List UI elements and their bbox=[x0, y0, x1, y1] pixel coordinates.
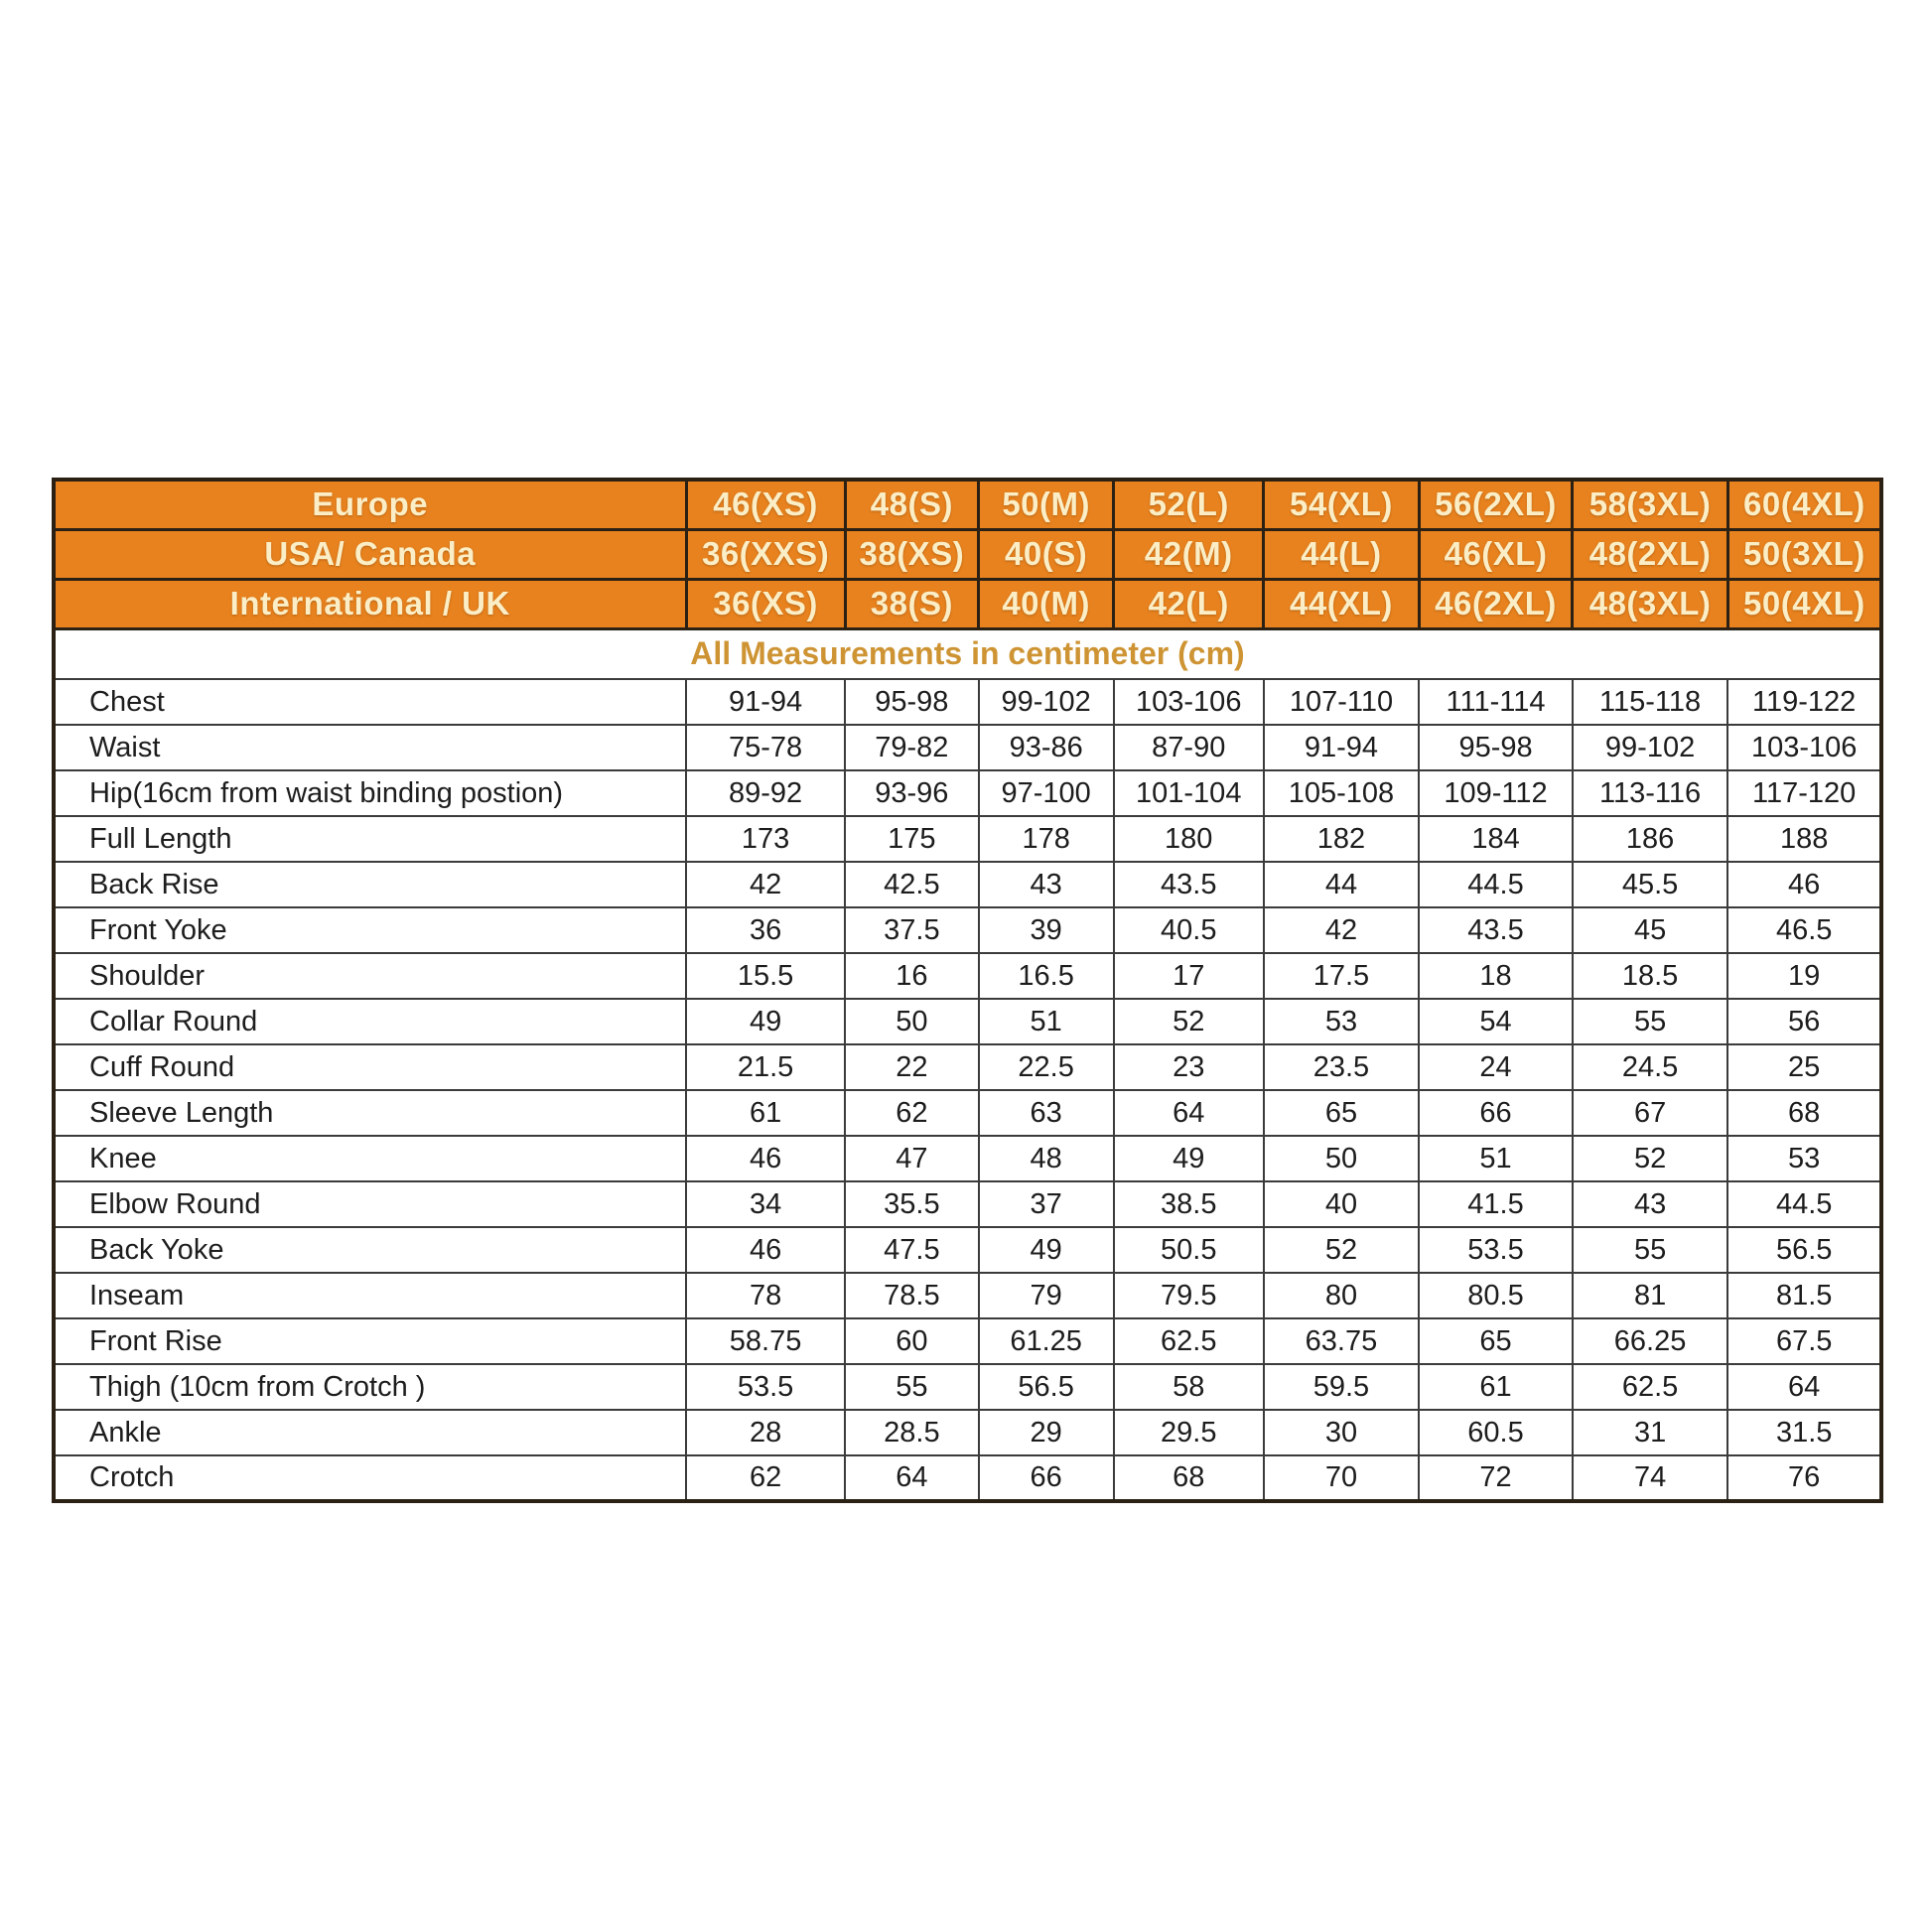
measurement-value: 79 bbox=[979, 1273, 1114, 1318]
measurement-value: 44.5 bbox=[1727, 1181, 1881, 1227]
measurement-value: 44.5 bbox=[1419, 862, 1573, 907]
measurement-value: 107-110 bbox=[1264, 679, 1419, 725]
measurement-label: Sleeve Length bbox=[54, 1090, 686, 1136]
measurement-value: 78 bbox=[686, 1273, 845, 1318]
measurement-value: 51 bbox=[979, 999, 1114, 1044]
measurement-value: 42 bbox=[1264, 907, 1419, 953]
size-chart-body bbox=[54, 679, 1881, 1501]
measurement-value: 37.5 bbox=[845, 907, 978, 953]
measurement-row bbox=[54, 1364, 1881, 1410]
measurement-value: 89-92 bbox=[686, 770, 845, 816]
region-label: International / UK bbox=[54, 579, 686, 628]
measurement-value: 188 bbox=[1727, 816, 1881, 862]
measurement-value: 113-116 bbox=[1573, 770, 1727, 816]
size-cell: 46(XS) bbox=[686, 480, 845, 529]
measurement-value: 60 bbox=[845, 1318, 978, 1364]
measurement-label: Front Yoke bbox=[54, 907, 686, 953]
measurement-value: 19 bbox=[1727, 953, 1881, 999]
measurement-value: 36 bbox=[686, 907, 845, 953]
measurement-row bbox=[54, 862, 1881, 907]
measurement-value: 16.5 bbox=[979, 953, 1114, 999]
measurement-label: Cuff Round bbox=[54, 1044, 686, 1090]
measurement-value: 53.5 bbox=[686, 1364, 845, 1410]
measurement-label: Waist bbox=[54, 725, 686, 770]
size-cell: 60(4XL) bbox=[1727, 480, 1881, 529]
measurement-value: 115-118 bbox=[1573, 679, 1727, 725]
size-cell: 50(M) bbox=[979, 480, 1114, 529]
measurement-row bbox=[54, 679, 1881, 725]
measurement-value: 101-104 bbox=[1114, 770, 1264, 816]
measurement-value: 43 bbox=[979, 862, 1114, 907]
measurement-value: 79.5 bbox=[1114, 1273, 1264, 1318]
measurement-value: 65 bbox=[1264, 1090, 1419, 1136]
measurement-value: 93-86 bbox=[979, 725, 1114, 770]
measurement-row bbox=[54, 1181, 1881, 1227]
measurement-value: 58 bbox=[1114, 1364, 1264, 1410]
measurement-value: 173 bbox=[686, 816, 845, 862]
size-cell: 48(S) bbox=[845, 480, 978, 529]
measurement-value: 46 bbox=[686, 1227, 845, 1273]
measurement-row bbox=[54, 1044, 1881, 1090]
measurement-value: 43.5 bbox=[1114, 862, 1264, 907]
measurement-value: 61 bbox=[1419, 1364, 1573, 1410]
measurement-row bbox=[54, 1455, 1881, 1501]
measurement-value: 59.5 bbox=[1264, 1364, 1419, 1410]
measurement-value: 93-96 bbox=[845, 770, 978, 816]
measurement-value: 70 bbox=[1264, 1455, 1419, 1501]
measurement-row bbox=[54, 999, 1881, 1044]
size-cell: 36(XXS) bbox=[686, 529, 845, 579]
measurement-value: 117-120 bbox=[1727, 770, 1881, 816]
measurement-value: 56 bbox=[1727, 999, 1881, 1044]
measurement-value: 28 bbox=[686, 1410, 845, 1455]
measurement-value: 99-102 bbox=[979, 679, 1114, 725]
measurement-value: 46.5 bbox=[1727, 907, 1881, 953]
measurement-value: 75-78 bbox=[686, 725, 845, 770]
measurement-label: Thigh (10cm from Crotch ) bbox=[54, 1364, 686, 1410]
measurement-row bbox=[54, 1136, 1881, 1181]
measurement-value: 21.5 bbox=[686, 1044, 845, 1090]
measurement-value: 18.5 bbox=[1573, 953, 1727, 999]
measurement-value: 51 bbox=[1419, 1136, 1573, 1181]
measurement-value: 56.5 bbox=[979, 1364, 1114, 1410]
size-cell: 44(L) bbox=[1264, 529, 1419, 579]
measurement-value: 62.5 bbox=[1573, 1364, 1727, 1410]
measurement-value: 62.5 bbox=[1114, 1318, 1264, 1364]
region-label: Europe bbox=[54, 480, 686, 529]
measurement-value: 175 bbox=[845, 816, 978, 862]
measurement-value: 79-82 bbox=[845, 725, 978, 770]
measurement-value: 95-98 bbox=[1419, 725, 1573, 770]
measurement-label: Inseam bbox=[54, 1273, 686, 1318]
measurement-value: 76 bbox=[1727, 1455, 1881, 1501]
size-cell: 38(XS) bbox=[845, 529, 978, 579]
measurement-value: 91-94 bbox=[686, 679, 845, 725]
size-cell: 50(4XL) bbox=[1727, 579, 1881, 628]
size-cell: 50(3XL) bbox=[1727, 529, 1881, 579]
measurement-label: Elbow Round bbox=[54, 1181, 686, 1227]
measurement-value: 15.5 bbox=[686, 953, 845, 999]
measurement-value: 95-98 bbox=[845, 679, 978, 725]
size-cell: 44(XL) bbox=[1264, 579, 1419, 628]
measurement-value: 55 bbox=[1573, 999, 1727, 1044]
region-label: USA/ Canada bbox=[54, 529, 686, 579]
size-cell: 48(3XL) bbox=[1573, 579, 1727, 628]
measurement-value: 97-100 bbox=[979, 770, 1114, 816]
size-header-row bbox=[54, 529, 1881, 579]
measurement-value: 31.5 bbox=[1727, 1410, 1881, 1455]
measurement-value: 80.5 bbox=[1419, 1273, 1573, 1318]
measurement-value: 87-90 bbox=[1114, 725, 1264, 770]
measurement-value: 42.5 bbox=[845, 862, 978, 907]
measurement-value: 67.5 bbox=[1727, 1318, 1881, 1364]
measurement-value: 111-114 bbox=[1419, 679, 1573, 725]
size-cell: 38(S) bbox=[845, 579, 978, 628]
measurement-value: 184 bbox=[1419, 816, 1573, 862]
measurement-value: 43.5 bbox=[1419, 907, 1573, 953]
measurement-value: 52 bbox=[1264, 1227, 1419, 1273]
measurement-row bbox=[54, 1410, 1881, 1455]
measurement-row bbox=[54, 1090, 1881, 1136]
measurement-value: 180 bbox=[1114, 816, 1264, 862]
measurement-label: Hip(16cm from waist binding postion) bbox=[54, 770, 686, 816]
size-chart-header bbox=[54, 480, 1881, 628]
measurement-value: 65 bbox=[1419, 1318, 1573, 1364]
measurement-value: 81 bbox=[1573, 1273, 1727, 1318]
measurement-value: 34 bbox=[686, 1181, 845, 1227]
measurement-value: 63 bbox=[979, 1090, 1114, 1136]
measurement-value: 48 bbox=[979, 1136, 1114, 1181]
measurement-label: Knee bbox=[54, 1136, 686, 1181]
measurement-value: 22 bbox=[845, 1044, 978, 1090]
measurement-value: 49 bbox=[1114, 1136, 1264, 1181]
measurement-value: 23.5 bbox=[1264, 1044, 1419, 1090]
measurement-value: 41.5 bbox=[1419, 1181, 1573, 1227]
measurement-value: 54 bbox=[1419, 999, 1573, 1044]
measurement-value: 182 bbox=[1264, 816, 1419, 862]
measurement-value: 53.5 bbox=[1419, 1227, 1573, 1273]
measurement-value: 45.5 bbox=[1573, 862, 1727, 907]
measurement-value: 53 bbox=[1264, 999, 1419, 1044]
measurement-value: 62 bbox=[686, 1455, 845, 1501]
measurement-value: 68 bbox=[1727, 1090, 1881, 1136]
measurement-value: 61.25 bbox=[979, 1318, 1114, 1364]
measurements-note-row bbox=[54, 628, 1881, 679]
measurement-value: 105-108 bbox=[1264, 770, 1419, 816]
measurement-value: 119-122 bbox=[1727, 679, 1881, 725]
measurement-value: 25 bbox=[1727, 1044, 1881, 1090]
measurement-value: 62 bbox=[845, 1090, 978, 1136]
size-cell: 42(L) bbox=[1114, 579, 1264, 628]
measurement-value: 66 bbox=[979, 1455, 1114, 1501]
measurement-row bbox=[54, 907, 1881, 953]
size-chart bbox=[52, 478, 1883, 1503]
size-chart-table bbox=[52, 478, 1883, 1503]
measurement-value: 35.5 bbox=[845, 1181, 978, 1227]
measurement-value: 55 bbox=[845, 1364, 978, 1410]
measurement-value: 99-102 bbox=[1573, 725, 1727, 770]
measurement-value: 81.5 bbox=[1727, 1273, 1881, 1318]
measurement-label: Front Rise bbox=[54, 1318, 686, 1364]
measurement-value: 103-106 bbox=[1114, 679, 1264, 725]
measurement-value: 66 bbox=[1419, 1090, 1573, 1136]
measurement-value: 45 bbox=[1573, 907, 1727, 953]
measurement-value: 29 bbox=[979, 1410, 1114, 1455]
measurement-value: 55 bbox=[1573, 1227, 1727, 1273]
measurement-value: 64 bbox=[1114, 1090, 1264, 1136]
measurement-value: 74 bbox=[1573, 1455, 1727, 1501]
measurement-value: 58.75 bbox=[686, 1318, 845, 1364]
measurement-value: 30 bbox=[1264, 1410, 1419, 1455]
measurement-label: Back Rise bbox=[54, 862, 686, 907]
measurement-value: 56.5 bbox=[1727, 1227, 1881, 1273]
measurement-row bbox=[54, 1273, 1881, 1318]
measurement-value: 49 bbox=[686, 999, 845, 1044]
measurement-value: 64 bbox=[1727, 1364, 1881, 1410]
measurement-value: 63.75 bbox=[1264, 1318, 1419, 1364]
size-cell: 52(L) bbox=[1114, 480, 1264, 529]
measurement-value: 50 bbox=[1264, 1136, 1419, 1181]
size-cell: 46(XL) bbox=[1419, 529, 1573, 579]
measurement-value: 91-94 bbox=[1264, 725, 1419, 770]
measurement-label: Full Length bbox=[54, 816, 686, 862]
measurement-value: 31 bbox=[1573, 1410, 1727, 1455]
measurement-value: 40.5 bbox=[1114, 907, 1264, 953]
measurement-value: 64 bbox=[845, 1455, 978, 1501]
measurements-note: All Measurements in centimeter (cm) bbox=[54, 628, 1881, 679]
measurement-value: 22.5 bbox=[979, 1044, 1114, 1090]
measurement-label: Back Yoke bbox=[54, 1227, 686, 1273]
measurement-value: 47 bbox=[845, 1136, 978, 1181]
measurement-value: 80 bbox=[1264, 1273, 1419, 1318]
size-cell: 54(XL) bbox=[1264, 480, 1419, 529]
measurement-value: 68 bbox=[1114, 1455, 1264, 1501]
size-cell: 40(S) bbox=[979, 529, 1114, 579]
measurement-row bbox=[54, 953, 1881, 999]
size-cell: 42(M) bbox=[1114, 529, 1264, 579]
measurement-value: 18 bbox=[1419, 953, 1573, 999]
measurement-row bbox=[54, 816, 1881, 862]
size-cell: 48(2XL) bbox=[1573, 529, 1727, 579]
size-cell: 36(XS) bbox=[686, 579, 845, 628]
measurement-value: 37 bbox=[979, 1181, 1114, 1227]
size-cell: 46(2XL) bbox=[1419, 579, 1573, 628]
measurement-value: 109-112 bbox=[1419, 770, 1573, 816]
measurement-label: Crotch bbox=[54, 1455, 686, 1501]
measurement-value: 52 bbox=[1114, 999, 1264, 1044]
measurement-value: 40 bbox=[1264, 1181, 1419, 1227]
measurement-value: 50.5 bbox=[1114, 1227, 1264, 1273]
measurement-value: 24.5 bbox=[1573, 1044, 1727, 1090]
measurement-value: 46 bbox=[1727, 862, 1881, 907]
measurement-value: 186 bbox=[1573, 816, 1727, 862]
measurement-value: 39 bbox=[979, 907, 1114, 953]
measurement-label: Collar Round bbox=[54, 999, 686, 1044]
measurement-value: 17.5 bbox=[1264, 953, 1419, 999]
measurement-value: 38.5 bbox=[1114, 1181, 1264, 1227]
measurement-row bbox=[54, 1318, 1881, 1364]
measurement-value: 103-106 bbox=[1727, 725, 1881, 770]
measurement-value: 42 bbox=[686, 862, 845, 907]
measurement-value: 16 bbox=[845, 953, 978, 999]
size-header-row bbox=[54, 579, 1881, 628]
measurement-value: 50 bbox=[845, 999, 978, 1044]
measurement-value: 23 bbox=[1114, 1044, 1264, 1090]
measurement-value: 67 bbox=[1573, 1090, 1727, 1136]
measurement-value: 43 bbox=[1573, 1181, 1727, 1227]
measurement-value: 52 bbox=[1573, 1136, 1727, 1181]
measurement-label: Ankle bbox=[54, 1410, 686, 1455]
size-cell: 40(M) bbox=[979, 579, 1114, 628]
measurement-label: Chest bbox=[54, 679, 686, 725]
measurement-value: 60.5 bbox=[1419, 1410, 1573, 1455]
measurement-row bbox=[54, 725, 1881, 770]
size-cell: 58(3XL) bbox=[1573, 480, 1727, 529]
size-header-row bbox=[54, 480, 1881, 529]
measurement-value: 53 bbox=[1727, 1136, 1881, 1181]
measurement-value: 46 bbox=[686, 1136, 845, 1181]
measurement-value: 28.5 bbox=[845, 1410, 978, 1455]
measurement-label: Shoulder bbox=[54, 953, 686, 999]
measurement-value: 61 bbox=[686, 1090, 845, 1136]
measurement-value: 24 bbox=[1419, 1044, 1573, 1090]
measurement-value: 29.5 bbox=[1114, 1410, 1264, 1455]
measurement-value: 78.5 bbox=[845, 1273, 978, 1318]
size-cell: 56(2XL) bbox=[1419, 480, 1573, 529]
measurement-row bbox=[54, 1227, 1881, 1273]
measurement-value: 47.5 bbox=[845, 1227, 978, 1273]
measurement-value: 66.25 bbox=[1573, 1318, 1727, 1364]
measurement-value: 44 bbox=[1264, 862, 1419, 907]
measurement-value: 178 bbox=[979, 816, 1114, 862]
measurement-row bbox=[54, 770, 1881, 816]
measurement-value: 49 bbox=[979, 1227, 1114, 1273]
measurement-value: 72 bbox=[1419, 1455, 1573, 1501]
measurement-value: 17 bbox=[1114, 953, 1264, 999]
